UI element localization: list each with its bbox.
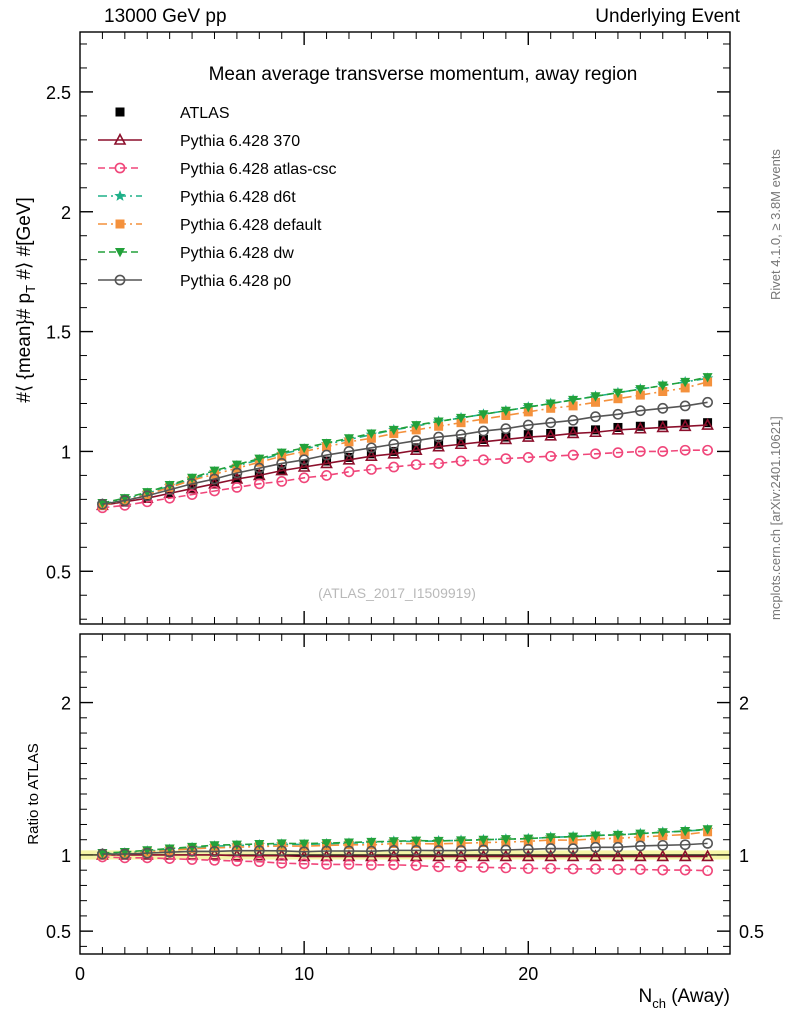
ratio-y-tick-label-right: 2 bbox=[739, 693, 750, 714]
ratio-y-tick-label: 1 bbox=[60, 845, 71, 866]
x-tick-label: 10 bbox=[294, 964, 315, 984]
legend-label: Pythia 6.428 p0 bbox=[180, 273, 292, 290]
legend-label: Pythia 6.428 atlas-csc bbox=[180, 161, 337, 178]
ratio-y-tick-label-right: 0.5 bbox=[739, 922, 765, 943]
ratio-y-tick-label: 2 bbox=[60, 693, 71, 714]
ratio-y-tick-label: 0.5 bbox=[45, 922, 71, 943]
rivet-version-label: Rivet 4.1.0, ≥ 3.8M events bbox=[768, 149, 783, 300]
legend-label: Pythia 6.428 d6t bbox=[180, 189, 296, 206]
y-tick-label: 0.5 bbox=[45, 562, 71, 583]
legend-label: ATLAS bbox=[180, 105, 230, 122]
mcplots-arxiv-label: mcplots.cern.ch [arXiv:2401.10621] bbox=[768, 416, 783, 620]
header-right: Underlying Event bbox=[595, 6, 740, 27]
analysis-watermark: (ATLAS_2017_I1509919) bbox=[318, 585, 476, 601]
y-axis-title: #⟨ {mean}# $p_T$ #⟩ #[GeV] bbox=[14, 197, 38, 403]
x-tick-label: 20 bbox=[518, 964, 539, 984]
header-left: 13000 GeV pp bbox=[104, 6, 227, 27]
x-tick-label: 0 bbox=[74, 964, 86, 984]
data-point bbox=[116, 220, 125, 229]
ratio-y-axis-title: Ratio to ATLAS bbox=[25, 743, 42, 845]
legend-label: Pythia 6.428 default bbox=[180, 217, 322, 234]
y-tick-label: 2.5 bbox=[45, 82, 71, 103]
legend-label: Pythia 6.428 370 bbox=[180, 133, 301, 150]
y-tick-label: 1 bbox=[60, 442, 71, 463]
ratio-y-tick-label-right: 1 bbox=[739, 845, 750, 866]
y-tick-label: 1.5 bbox=[45, 322, 71, 343]
legend-label: Pythia 6.428 dw bbox=[180, 245, 294, 262]
data-point bbox=[116, 108, 125, 117]
x-axis-title: $N_{ch}$ (Away) bbox=[638, 986, 730, 1011]
y-tick-label: 2 bbox=[60, 202, 71, 223]
chart-title: Mean average transverse momentum, away region bbox=[208, 64, 638, 85]
